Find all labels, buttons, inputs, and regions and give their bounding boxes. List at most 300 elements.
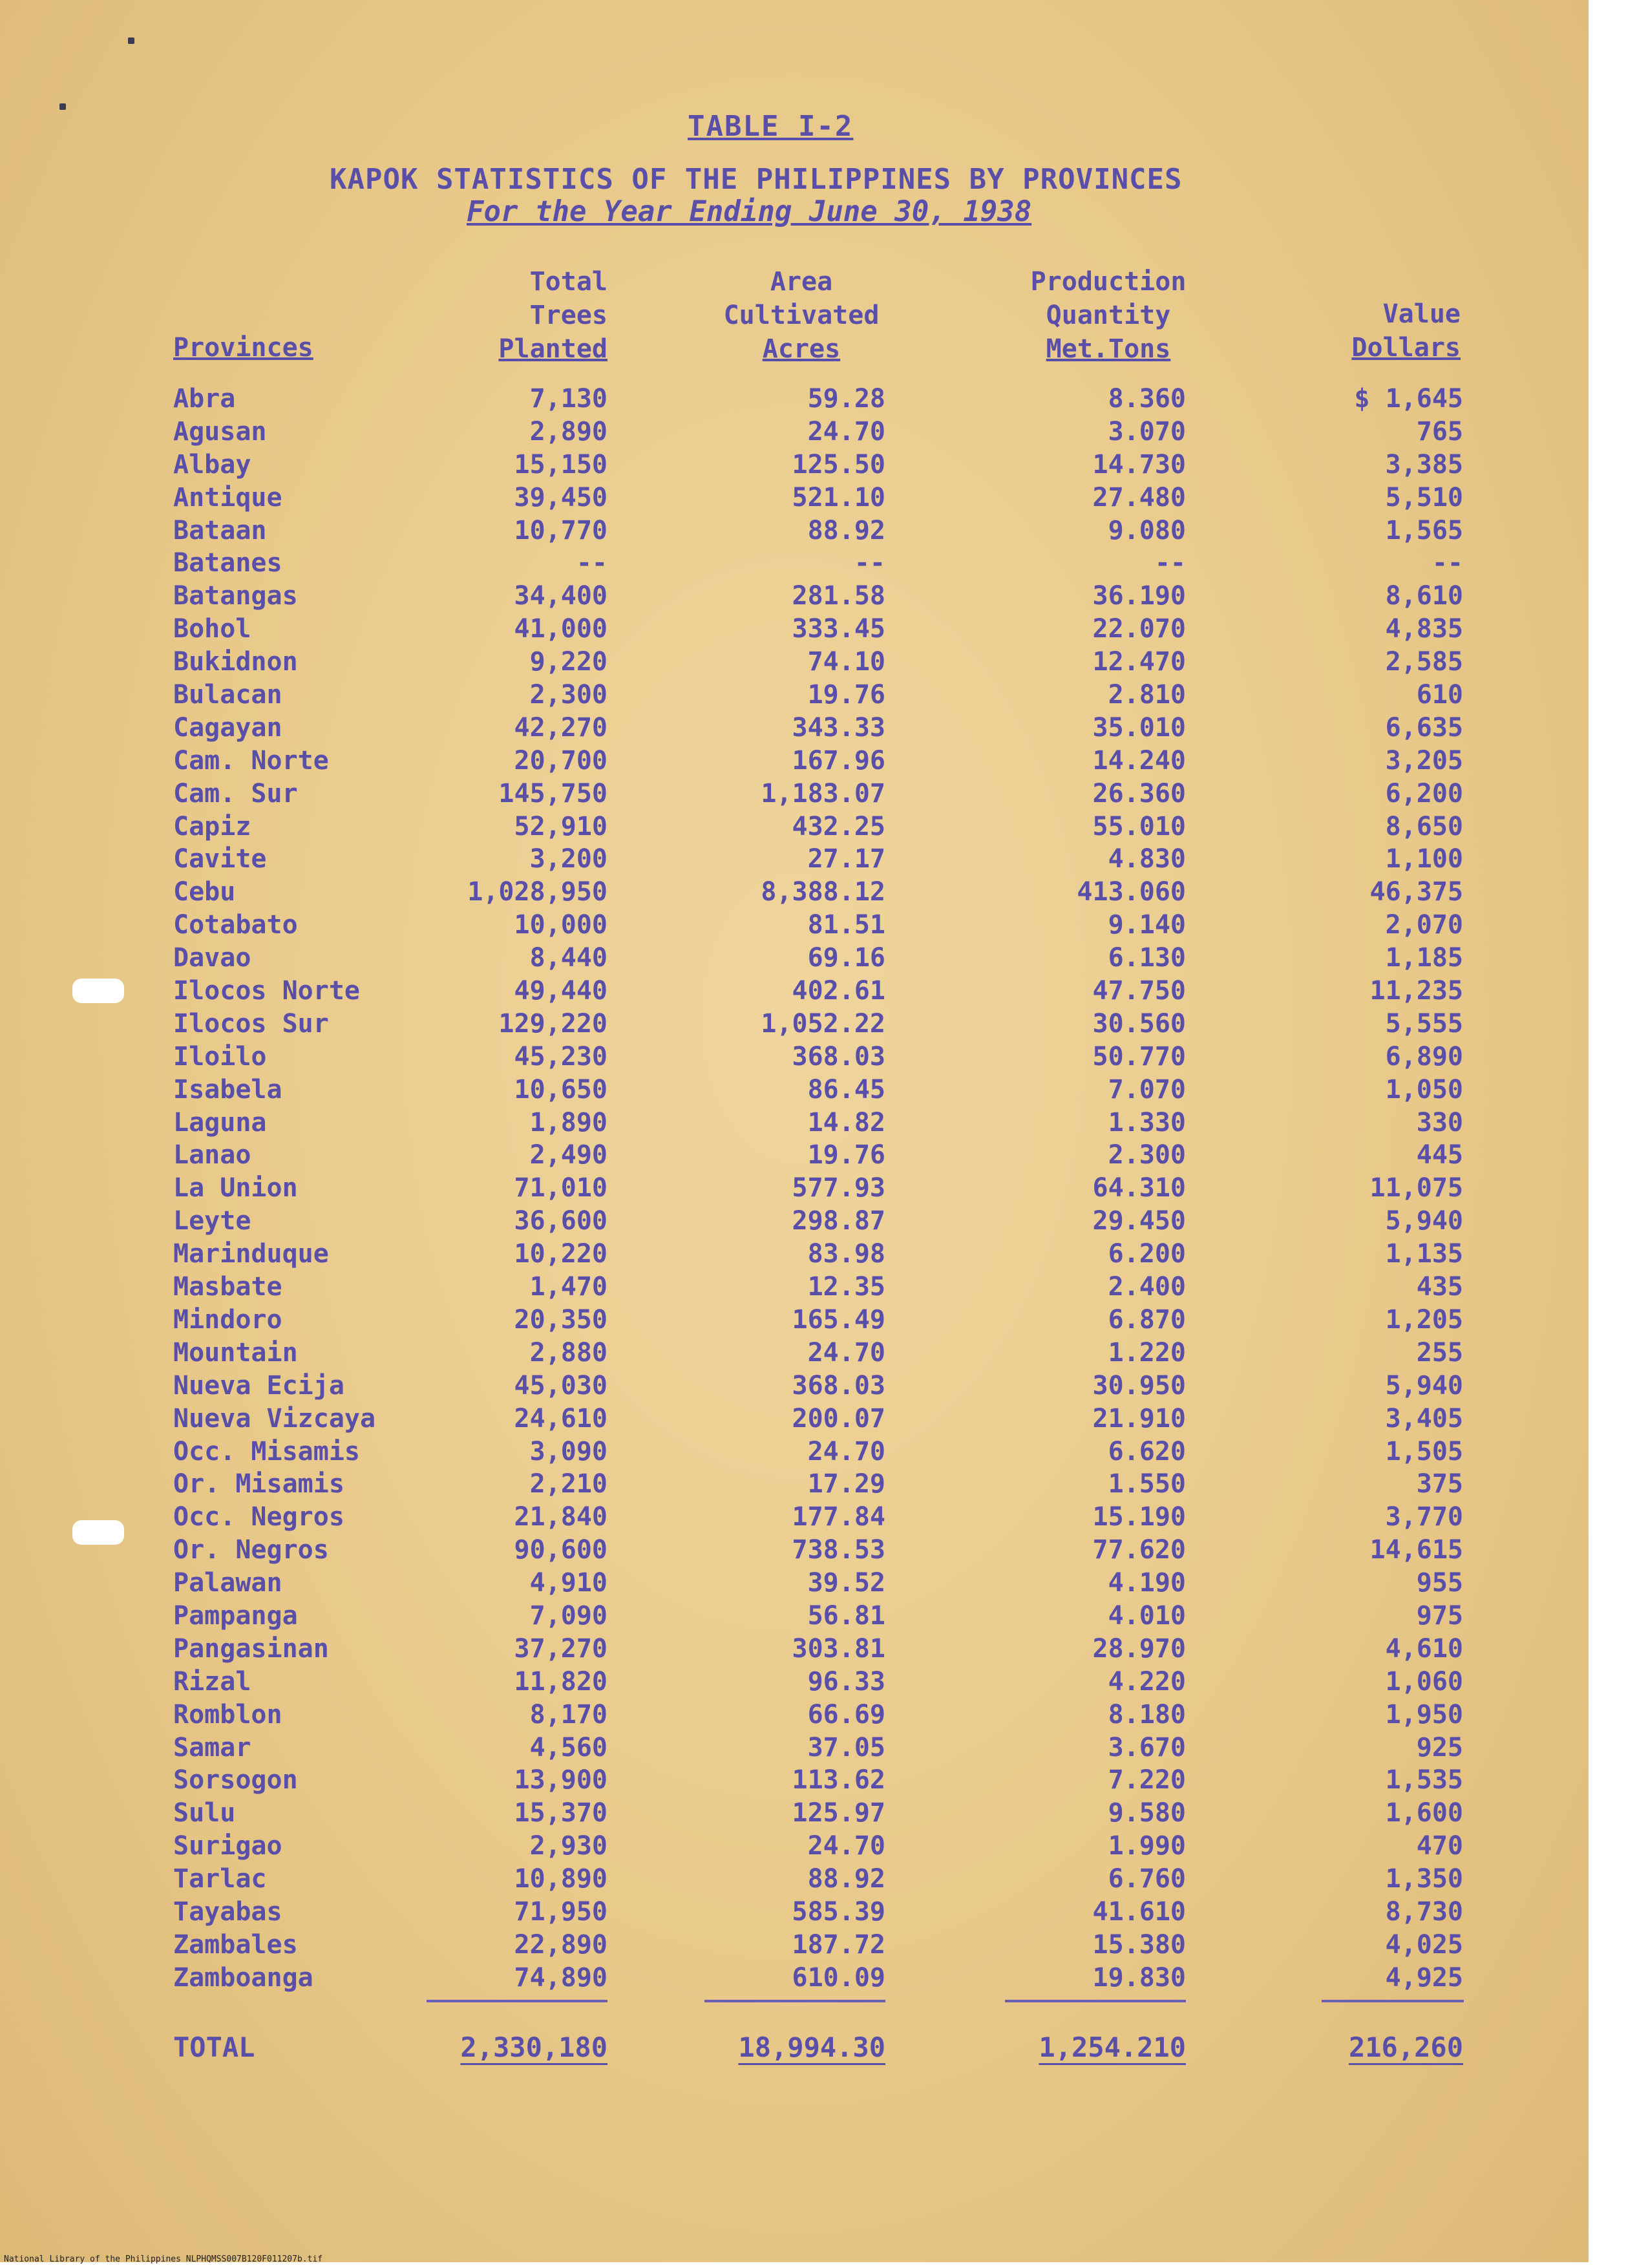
trees-cell: 10,770 [514,515,607,546]
value-cell: 2,585 [1385,647,1463,677]
header-total-trees [465,265,607,366]
trees-cell: 45,030 [514,1370,607,1401]
ink-speck [59,103,66,110]
trees-cell: 1,470 [529,1272,607,1302]
value-cell: 330 [1416,1107,1463,1138]
area-cell: 86.45 [807,1074,885,1105]
province-cell: Samar [173,1732,251,1763]
production-cell: 3.670 [1108,1732,1186,1763]
trees-cell: 2,300 [529,680,607,710]
total-row [0,2030,1589,2066]
value-cell: 925 [1416,1732,1463,1763]
production-cell: 1.220 [1108,1337,1186,1368]
value-cell: 975 [1416,1600,1463,1631]
province-cell: Cagayan [173,712,282,743]
province-cell: Occ. Negros [173,1502,344,1532]
production-cell: 77.620 [1092,1535,1186,1565]
total-label: TOTAL [173,2031,255,2063]
value-cell: 11,235 [1369,976,1463,1006]
area-cell: 281.58 [792,581,885,611]
table-row [0,449,1589,482]
trees-cell: 71,010 [514,1173,607,1203]
value-cell: 5,940 [1385,1206,1463,1236]
table-row [0,942,1589,975]
production-cell: 4.010 [1108,1600,1186,1631]
trees-cell: 36,600 [514,1206,607,1236]
value-cell: 1,350 [1385,1864,1463,1894]
table-row [0,646,1589,679]
trees-cell: 20,700 [514,745,607,776]
header-area-line3: Acres [762,334,841,364]
value-cell: 5,510 [1385,482,1463,513]
value-cell: 14,615 [1369,1535,1463,1565]
area-cell: 24.70 [807,416,885,447]
header-area [704,265,898,366]
table-row [0,1896,1589,1929]
province-cell: Sulu [173,1798,236,1828]
value-cell: 4,925 [1385,1962,1463,1993]
area-cell: 19.76 [807,1140,885,1171]
table-row [0,811,1589,843]
value-cell: 6,200 [1385,778,1463,809]
table-row [0,1041,1589,1074]
table-row [0,1962,1589,1995]
production-cell: 12.470 [1092,647,1186,677]
production-cell: 7.220 [1108,1765,1186,1796]
production-cell: -- [1154,548,1186,578]
province-cell: Pampanga [173,1600,298,1631]
trees-cell: 13,900 [514,1765,607,1796]
value-cell: 255 [1416,1337,1463,1368]
area-cell: 521.10 [792,482,885,513]
province-cell: Zambales [173,1929,298,1960]
area-cell: 8,388.12 [761,877,885,907]
production-cell: 2.400 [1108,1272,1186,1302]
area-cell: 402.61 [792,976,885,1006]
value-cell: 5,555 [1385,1008,1463,1039]
table-label: TABLE I-2 [688,110,854,143]
area-cell: 125.50 [792,449,885,480]
value-cell: 955 [1416,1568,1463,1598]
production-cell: 1.550 [1108,1469,1186,1500]
area-cell: 432.25 [792,811,885,842]
production-cell: 9.080 [1108,515,1186,546]
province-cell: Bohol [173,614,251,644]
table-row [0,1107,1589,1139]
total-rule-production [1005,2000,1186,2002]
table-row [0,1764,1589,1797]
production-cell: 6.200 [1108,1239,1186,1269]
area-cell: 69.16 [807,943,885,973]
trees-cell: 90,600 [514,1535,607,1565]
trees-cell: 24,610 [514,1403,607,1434]
value-cell: 375 [1416,1469,1463,1500]
table-row [0,1238,1589,1271]
trees-cell: 39,450 [514,482,607,513]
province-cell: Leyte [173,1206,251,1236]
area-cell: 167.96 [792,745,885,776]
table-row [0,1600,1589,1633]
area-cell: 59.28 [807,384,885,414]
production-cell: 30.950 [1092,1370,1186,1401]
table-row [0,1501,1589,1534]
value-cell: 1,205 [1385,1304,1463,1335]
total-production: 1,254.210 [1039,2031,1186,2063]
trees-cell: 15,150 [514,449,607,480]
province-cell: Lanao [173,1140,251,1171]
document-title: KAPOK STATISTICS OF THE PHILIPPINES BY PROVINCES [330,163,1183,196]
table-row [0,876,1589,909]
province-cell: Mindoro [173,1304,282,1335]
trees-cell: 22,890 [514,1929,607,1960]
trees-cell: 4,910 [529,1568,607,1598]
province-cell: Romblon [173,1699,282,1730]
value-cell: 1,505 [1385,1436,1463,1467]
value-cell: 1,600 [1385,1798,1463,1828]
production-cell: 14.730 [1092,449,1186,480]
area-cell: 81.51 [807,910,885,940]
table-row [0,547,1589,580]
value-cell: 46,375 [1369,877,1463,907]
production-cell: 8.180 [1108,1699,1186,1730]
table-row [0,679,1589,712]
trees-cell: 41,000 [514,614,607,644]
production-cell: 1.330 [1108,1107,1186,1138]
production-cell: 2.810 [1108,680,1186,710]
trees-cell: 49,440 [514,976,607,1006]
production-cell: 29.450 [1092,1206,1186,1236]
production-cell: 22.070 [1092,614,1186,644]
value-cell: 3,205 [1385,745,1463,776]
area-cell: 343.33 [792,712,885,743]
table-row [0,514,1589,547]
value-cell: 3,385 [1385,449,1463,480]
value-cell: 5,940 [1385,1370,1463,1401]
table-row [0,1468,1589,1501]
table-row [0,1304,1589,1337]
area-cell: 187.72 [792,1929,885,1960]
total-trees: 2,330,180 [460,2031,607,2063]
header-value [1318,297,1461,365]
province-cell: Or. Negros [173,1535,329,1565]
production-cell: 15.380 [1092,1929,1186,1960]
province-cell: Zamboanga [173,1962,313,1993]
province-cell: Cotabato [173,910,298,940]
trees-cell: -- [576,548,607,578]
province-cell: Bukidnon [173,647,298,677]
table-row [0,909,1589,942]
trees-cell: 145,750 [498,778,607,809]
area-cell: -- [854,548,885,578]
area-cell: 37.05 [807,1732,885,1763]
province-cell: Laguna [173,1107,267,1138]
trees-cell: 8,440 [529,943,607,973]
value-cell: 4,025 [1385,1929,1463,1960]
area-cell: 125.97 [792,1798,885,1828]
area-cell: 585.39 [792,1896,885,1927]
production-cell: 413.060 [1077,877,1186,907]
trees-cell: 10,890 [514,1864,607,1894]
production-cell: 14.240 [1092,745,1186,776]
table-row [0,613,1589,646]
table-row [0,1929,1589,1962]
area-cell: 96.33 [807,1666,885,1697]
area-cell: 88.92 [807,515,885,546]
province-cell: Or. Misamis [173,1469,344,1500]
area-cell: 74.10 [807,647,885,677]
production-cell: 26.360 [1092,778,1186,809]
province-cell: Davao [173,943,251,973]
table-row [0,1797,1589,1830]
value-cell: 3,770 [1385,1502,1463,1532]
header-area-line2: Cultivated [723,301,880,330]
area-cell: 14.82 [807,1107,885,1138]
province-cell: Tarlac [173,1864,267,1894]
header-production [1002,265,1215,366]
production-cell: 9.580 [1108,1798,1186,1828]
header-value-line2: Dollars [1351,333,1461,363]
province-cell: Batanes [173,548,282,578]
value-cell: 6,890 [1385,1041,1463,1072]
trees-cell: 2,210 [529,1469,607,1500]
trees-cell: 4,560 [529,1732,607,1763]
value-cell: 435 [1416,1272,1463,1302]
value-cell: 470 [1416,1831,1463,1861]
trees-cell: 7,090 [529,1600,607,1631]
production-cell: 28.970 [1092,1633,1186,1664]
province-cell: Cavite [173,844,267,874]
table-row [0,1830,1589,1863]
total-rule-area [704,2000,885,2002]
area-cell: 368.03 [792,1041,885,1072]
province-cell: Ilocos Norte [173,976,360,1006]
value-cell: 1,565 [1385,515,1463,546]
production-cell: 4.220 [1108,1666,1186,1697]
trees-cell: 1,028,950 [467,877,607,907]
ink-speck [128,37,134,44]
province-cell: Isabela [173,1074,282,1105]
table-row [0,580,1589,613]
area-cell: 303.81 [792,1633,885,1664]
table-row [0,1337,1589,1370]
table-row [0,1205,1589,1238]
production-cell: 64.310 [1092,1173,1186,1203]
table-row [0,1666,1589,1699]
table-row [0,1172,1589,1205]
trees-cell: 8,170 [529,1699,607,1730]
area-cell: 19.76 [807,680,885,710]
area-cell: 83.98 [807,1239,885,1269]
production-cell: 6.130 [1108,943,1186,973]
production-cell: 4.190 [1108,1568,1186,1598]
table-row [0,1699,1589,1732]
province-cell: Tayabas [173,1896,282,1927]
production-cell: 30.560 [1092,1008,1186,1039]
trees-cell: 74,890 [514,1962,607,1993]
header-provinces-label: Provinces [173,333,313,363]
province-cell: Occ. Misamis [173,1436,360,1467]
area-cell: 177.84 [792,1502,885,1532]
area-cell: 200.07 [792,1403,885,1434]
province-cell: Marinduque [173,1239,329,1269]
production-cell: 7.070 [1108,1074,1186,1105]
table-row [0,1370,1589,1403]
province-cell: La Union [173,1173,298,1203]
value-cell: 445 [1416,1140,1463,1171]
area-cell: 24.70 [807,1436,885,1467]
value-cell: 1,050 [1385,1074,1463,1105]
area-cell: 27.17 [807,844,885,874]
trees-cell: 10,220 [514,1239,607,1269]
trees-cell: 2,490 [529,1140,607,1171]
value-cell: 1,535 [1385,1765,1463,1796]
province-cell: Bulacan [173,680,282,710]
value-cell: 11,075 [1369,1173,1463,1203]
table-row [0,1567,1589,1600]
production-cell: 21.910 [1092,1403,1186,1434]
production-cell: 35.010 [1092,712,1186,743]
total-rule-value [1322,2000,1464,2002]
province-table-body [0,383,1589,1995]
area-cell: 39.52 [807,1568,885,1598]
province-cell: Capiz [173,811,251,842]
trees-cell: 21,840 [514,1502,607,1532]
trees-cell: 9,220 [529,647,607,677]
trees-cell: 2,880 [529,1337,607,1368]
table-row [0,1732,1589,1765]
table-row [0,1271,1589,1304]
production-cell: 47.750 [1092,976,1186,1006]
trees-cell: 42,270 [514,712,607,743]
area-cell: 368.03 [792,1370,885,1401]
value-cell: 4,835 [1385,614,1463,644]
area-cell: 56.81 [807,1600,885,1631]
production-cell: 27.480 [1092,482,1186,513]
table-row [0,843,1589,876]
production-cell: 1.990 [1108,1831,1186,1861]
table-row [0,778,1589,811]
table-row [0,482,1589,514]
table-row [0,1403,1589,1436]
province-cell: Cebu [173,877,236,907]
trees-cell: 15,370 [514,1798,607,1828]
province-cell: Nueva Ecija [173,1370,344,1401]
province-cell: Agusan [173,416,267,447]
province-cell: Cam. Norte [173,745,329,776]
province-cell: Cam. Sur [173,778,298,809]
value-cell: 8,610 [1385,581,1463,611]
value-cell: 610 [1416,680,1463,710]
area-cell: 165.49 [792,1304,885,1335]
table-row [0,1436,1589,1468]
trees-cell: 52,910 [514,811,607,842]
trees-cell: 10,000 [514,910,607,940]
area-cell: 577.93 [792,1173,885,1203]
header-trees-line1: Total [529,267,607,297]
trees-cell: 2,930 [529,1831,607,1861]
header-area-line1: Area [770,267,833,297]
table-row [0,712,1589,745]
province-cell: Ilocos Sur [173,1008,329,1039]
header-value-line1: Value [1382,299,1461,329]
value-cell: 6,635 [1385,712,1463,743]
table-row [0,1008,1589,1041]
area-cell: 113.62 [792,1765,885,1796]
area-cell: 24.70 [807,1831,885,1861]
header-provinces [173,331,313,365]
production-cell: 55.010 [1092,811,1186,842]
trees-cell: 37,270 [514,1633,607,1664]
area-cell: 88.92 [807,1864,885,1894]
province-cell: Rizal [173,1666,251,1697]
value-cell: -- [1431,548,1463,578]
total-value: 216,260 [1348,2031,1463,2063]
table-row [0,1863,1589,1896]
trees-cell: 34,400 [514,581,607,611]
province-cell: Bataan [173,515,267,546]
area-cell: 333.45 [792,614,885,644]
table-row [0,1139,1589,1172]
total-rule-trees [427,2000,607,2002]
value-cell: 1,100 [1385,844,1463,874]
value-cell: 1,185 [1385,943,1463,973]
production-cell: 2.300 [1108,1140,1186,1171]
production-cell: 3.070 [1108,416,1186,447]
province-cell: Pangasinan [173,1633,329,1664]
area-cell: 738.53 [792,1535,885,1565]
province-cell: Surigao [173,1831,282,1861]
value-cell: 8,730 [1385,1896,1463,1927]
value-cell: 8,650 [1385,811,1463,842]
production-cell: 19.830 [1092,1962,1186,1993]
province-cell: Iloilo [173,1041,267,1072]
province-cell: Batangas [173,581,298,611]
province-cell: Mountain [173,1337,298,1368]
production-cell: 9.140 [1108,910,1186,940]
trees-cell: 11,820 [514,1666,607,1697]
table-row [0,416,1589,449]
header-trees-line2: Trees [529,301,607,330]
trees-cell: 7,130 [529,384,607,414]
area-cell: 12.35 [807,1272,885,1302]
province-cell: Abra [173,384,236,414]
trees-cell: 71,950 [514,1896,607,1927]
value-cell: $ 1,645 [1354,384,1463,414]
trees-cell: 3,090 [529,1436,607,1467]
table-row [0,1534,1589,1567]
province-cell: Palawan [173,1568,282,1598]
area-cell: 610.09 [792,1962,885,1993]
province-cell: Antique [173,482,282,513]
archive-footer: National Library of the Philippines NLPHQMSS007B120F011207b.tif [4,2254,323,2264]
table-row [0,745,1589,778]
trees-cell: 1,890 [529,1107,607,1138]
production-cell: 8.360 [1108,384,1186,414]
header-production-line3: Met.Tons [1046,334,1171,364]
header-production-line2: Quantity [1046,301,1171,330]
production-cell: 4.830 [1108,844,1186,874]
area-cell: 17.29 [807,1469,885,1500]
header-production-line1: Production [1030,267,1187,297]
value-cell: 1,135 [1385,1239,1463,1269]
production-cell: 36.190 [1092,581,1186,611]
production-cell: 6.870 [1108,1304,1186,1335]
trees-cell: 3,200 [529,844,607,874]
trees-cell: 10,650 [514,1074,607,1105]
production-cell: 50.770 [1092,1041,1186,1072]
table-row [0,975,1589,1008]
area-cell: 24.70 [807,1337,885,1368]
